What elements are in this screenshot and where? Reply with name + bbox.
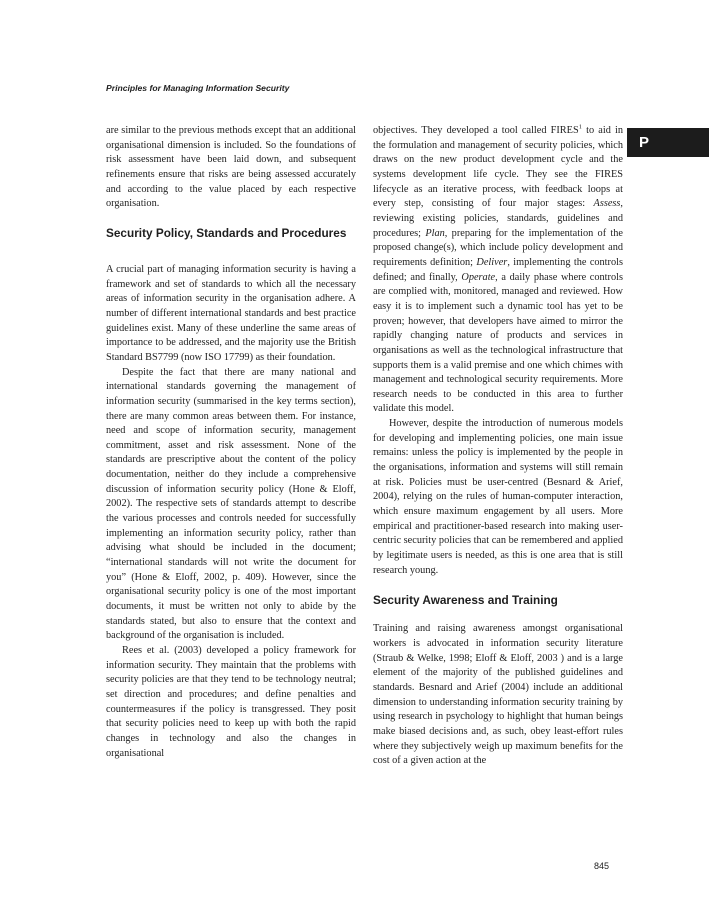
thumb-index-tab: P: [627, 128, 709, 157]
right-paragraph-3: Training and raising awareness amongst organisational workers is advocated in information security literature (Straub & Welke, 1998; Eloff & Eloff, 2003 ) and is a large element of the majority of the published guidelines and standards. Besnard and Arief (2004) include an additional dimension to understanding information security training by using research in psychology to highlight that human beings make biased decisions and, as such, obey least-effort rules where they subjectively weigh up maximum benefits for the cost of a given action at the: [373, 623, 623, 767]
fires-text-e: , implementing the controls defined; and finally,: [373, 256, 623, 283]
right-paragraph-2: However, despite the introduction of numerous models for developing and implementing policies, one main issue remains: unless the policy is implemented by the people in the organisations, information and systems will still remain at risk. Policies must be user-centred (Besnard & Arief, 2004), relying on the rules of human-computer interaction, which ensure maximum engagement by all users. More empirical and practitioner-based research into making user-centric security policies that can be remembered and applied by legitimate users is needed, as this is one area that is still research young.: [373, 418, 623, 576]
fires-text-c: , reviewing existing policies, standards, guidelines and procedures;: [373, 198, 623, 239]
fires-text-f: , a daily phase where controls are complied with, monitored, managed and reviewed. How easy it is to implement such a dynamic tool has yet to be proven; however, that developers have aimed to mirror the rapidly changing nature of products and services in organisations as well as the technological infrastructure that supports them is a valid premise and one which chimes with management and technological security requirements. More research needs to be conducted in this area to further validate this model.: [373, 271, 623, 415]
left-paragraph-3: Despite the fact that there are many national and international standards governing the management of information security (summarised in the key terms section), there are many common areas between them. For instance, need and scope of information security, management commitment, asset and risk assessment. None of the standards are prescriptive about the content of the policy documentation, neither do they include a comprehensive discussion of information security policy (Hone & Eloff, 2002). The respective sets of standards attempt to describe the various processes and controls needed for successfully implementing an information security policy, rather than advising what should be included in the document; “international standards will not write the document for you” (Hone & Eloff, 2002, p. 409). However, since the organisational security policy is one of the most important documents, it must be written not only to abide by the standards stated, but also to ensure that the context and background of the organisation is included.: [106, 366, 356, 642]
left-paragraph-1: are similar to the previous methods except that an additional organisational dimension is included. So the foundations of risk assessment have been laid down, and subsequent refinements ensure that risks are being assessed accurately and according to the value placed by each respective organisation.: [106, 125, 356, 210]
right-column: [373, 124, 623, 769]
section-heading-security-policy: Security Policy, Standards and Procedures: [106, 225, 347, 240]
fires-text-d: , preparing for the implementation of the proposed change(s), which include policy development and requirements definition;: [373, 227, 624, 268]
left-paragraph-2: A crucial part of managing information security is having a framework and set of standards to which all the necessary areas of information security in the organisation adhere. A number of different international standards and best practice guidelines exist. Many of these underline the same areas of importance to be addressed, and the majority use the British Standard BS7799 (now ISO 17799) as their foundation.: [106, 263, 356, 363]
left-column: [106, 124, 356, 761]
stage-assess: Assess: [593, 198, 621, 210]
section-heading-security-awareness: Security Awareness and Training: [373, 593, 558, 608]
stage-plan: Plan: [425, 227, 445, 239]
fires-text-b: to aid in the formulation and management of security policies, which draws on the new product development cycle and the systems development life cycle. They see the FIRES lifecycle as an iterative process, with feedback loops at every step, consisting of four major stages:: [373, 125, 623, 210]
footnote-marker: 1: [578, 123, 582, 131]
running-title: Principles for Managing Information Security: [106, 83, 290, 93]
page-number: 845: [594, 861, 610, 871]
right-paragraph-1: [373, 124, 623, 417]
stage-operate: Operate: [461, 271, 496, 283]
stage-deliver: Deliver: [476, 256, 508, 268]
left-paragraph-4: Rees et al. (2003) developed a policy framework for information security. They maintain that the problems with security policies are that they tend to be technology neutral; set direction and procedures; and define penalties and countermeasures if the policy is transgressed. They posit that security policies need to keep up with both the rapid changes in technology and also the changes in organisational: [106, 645, 356, 759]
fires-text-a: objectives. They developed a tool called FIRES: [373, 125, 579, 136]
